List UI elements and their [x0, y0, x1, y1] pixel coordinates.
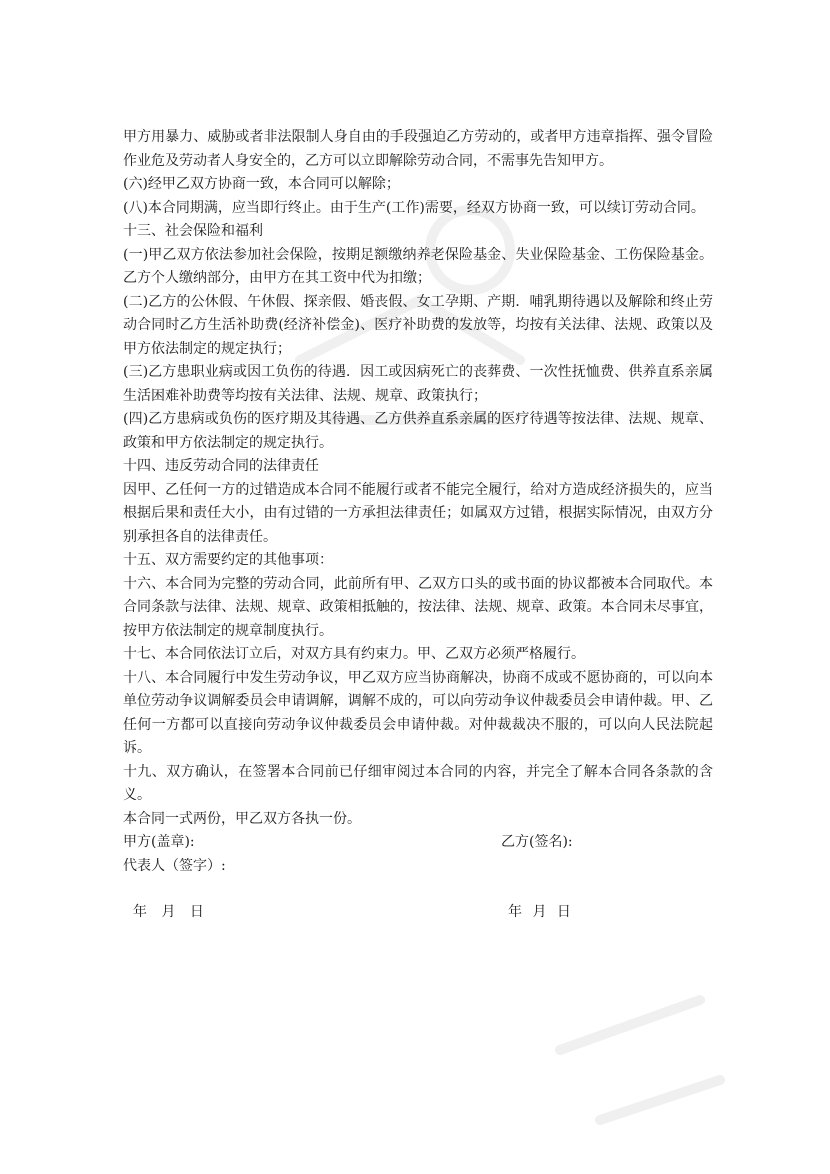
- party-b-date: 年 月 日: [508, 904, 571, 920]
- paragraph-clause-19: 十九、双方确认，在签署本合同前已仔细审阅过本合同的内容，并完全了解本合同各条款的含义。: [123, 763, 713, 803]
- paragraph-social-insurance-4: (四)乙方患病或负伤的医疗期及其待遇、乙方供养直系亲属的医疗待遇等按法律、法规、规章、政策和甲方依法制定的规定执行。: [123, 411, 713, 451]
- paragraph-legal-liability: 因甲、乙任何一方的过错造成本合同不能履行或者不能完全履行，给对方造成经济损失的，应当根据后果和责任大小，由有过错的一方承担法律责任；如属双方过错，根据实际情况，由双方分别承担各自的法律责任。: [123, 481, 713, 545]
- date-row: [123, 901, 713, 925]
- paragraph-clause-16: 十六、本合同为完整的劳动合同，此前所有甲、乙双方口头的或书面的协议都被本合同取代。本合同条款与法律、法规、规章、政策相抵触的，按法律、法规、规章、政策。本合同未尽事宜，按甲方依法制定的规章制度执行。: [123, 575, 713, 639]
- party-a-seal-label: 甲方(盖章):: [123, 834, 195, 850]
- paragraph-copies: 本合同一式两份，甲乙双方各执一份。: [123, 810, 361, 827]
- paragraph-clause-18: 十八、本合同履行中发生劳动争议，甲乙双方应当协商解决，协商不成或不愿协商的，可以向本单位劳动争议调解委员会申请调解，调解不成的，可以向劳动争议仲裁委员会申请仲裁。甲、乙任何一方都可以直接向劳动争议仲裁委员会申请仲裁。对仲裁裁决不服的，可以向人民法院起诉。: [123, 669, 713, 756]
- paragraph-social-insurance-1: (一)甲乙双方依法参加社会保险，按期足额缴纳养老保险基金、失业保险基金、工伤保险基金。乙方个人缴纳部分，由甲方在其工资中代为扣缴；: [123, 246, 713, 286]
- section-heading-legal-liability: 十四、违反劳动合同的法律责任: [123, 458, 319, 474]
- signature-row: [123, 831, 713, 855]
- party-a-date: 年 月 日: [133, 904, 204, 920]
- section-heading-other-matters: 十五、双方需要约定的其他事项：: [123, 552, 333, 568]
- party-b-signature-label: 乙方(签名):: [501, 834, 573, 850]
- contract-body: [123, 126, 713, 925]
- paragraph-social-insurance-2: (二)乙方的公休假、午休假、探亲假、婚丧假、女工孕期、产期．哺乳期待遇以及解除和终止劳动合同时乙方生活补助费(经济补偿金)、医疗补助费的发放等，均按有关法律、法规、政策以及甲方依法制定的规定执行；: [123, 293, 713, 357]
- paragraph-clause-17: 十七、本合同依法订立后，对双方具有约束力。甲、乙双方必须严格履行。: [123, 646, 585, 662]
- section-heading-social-insurance: 十三、社会保险和福利: [123, 223, 263, 239]
- paragraph-contract-expiry: (八)本合同期满，应当即行终止。由于生产(工作)需要，经双方协商一致，可以续订劳动合同。: [123, 199, 705, 216]
- paragraph-social-insurance-3: (三)乙方患职业病或因工负伤的待遇．因工或因病死亡的丧葬费、一次性抚恤费、供养直系亲属生活困难补助费等均按有关法律、法规、规章、政策执行；: [123, 364, 713, 404]
- representative-signature-label: 代表人（签字）:: [123, 857, 226, 874]
- paragraph-mutual-termination: (六)经甲乙双方协商一致，本合同可以解除；: [123, 176, 400, 192]
- paragraph-termination-clause: 甲方用暴力、威胁或者非法限制人身自由的手段强迫乙方劳动的，或者甲方违章指挥、强令冒险作业危及劳动者人身安全的，乙方可以立即解除劳动合同，不需事先告知甲方。: [123, 129, 713, 169]
